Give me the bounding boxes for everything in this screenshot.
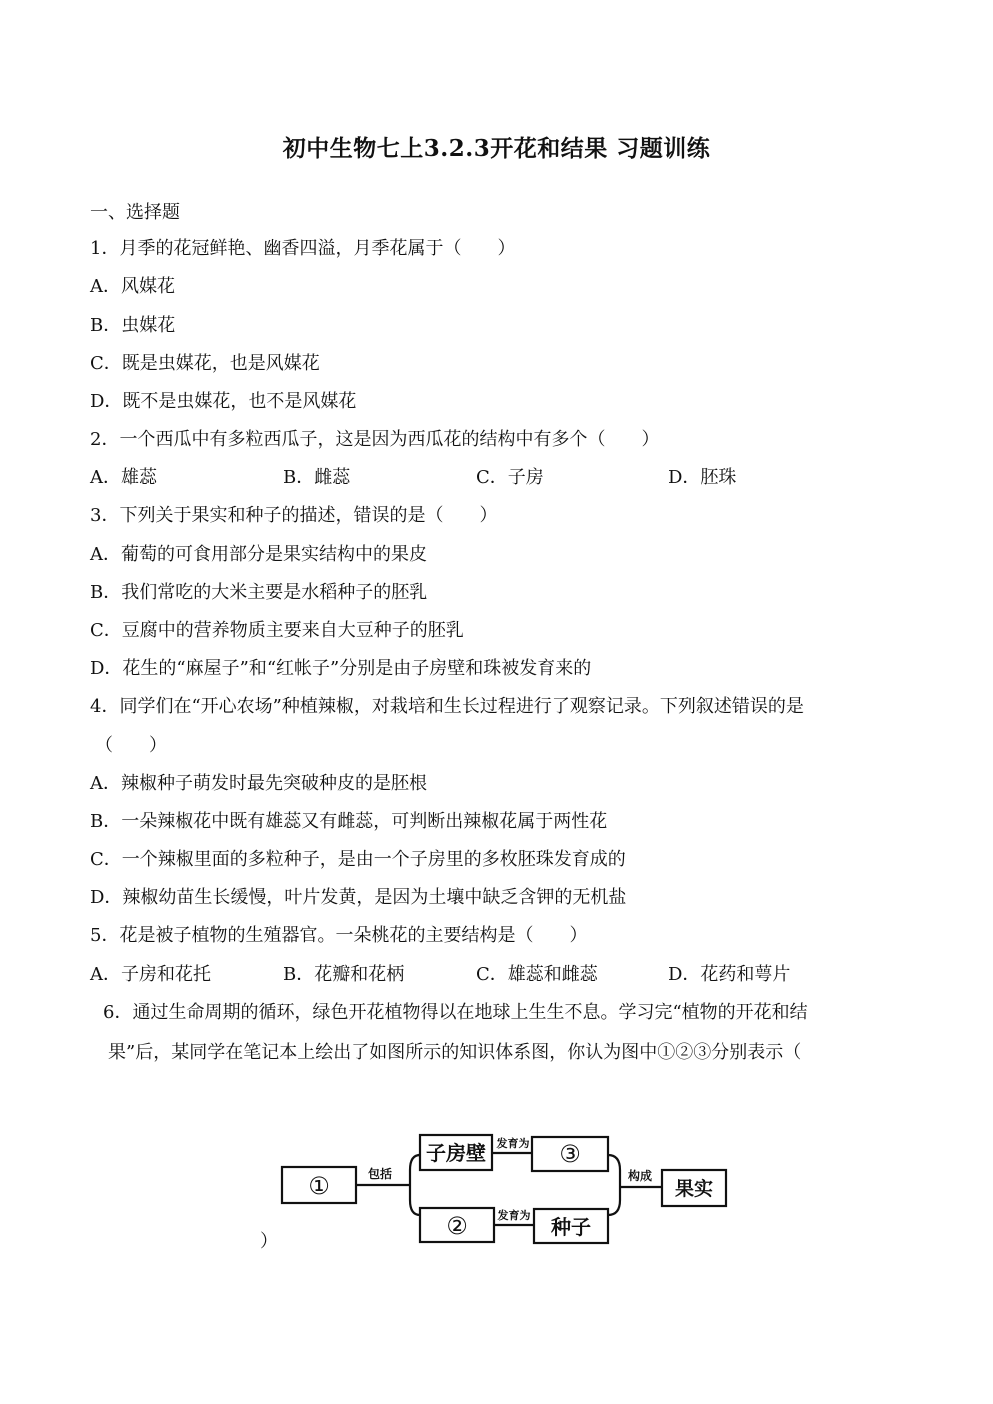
diagram-label-2: ②	[446, 1212, 468, 1240]
question-4-option-d: D．辣椒幼苗生长缓慢，叶片发黄，是因为土壤中缺乏含钾的无机盐	[90, 887, 627, 908]
question-4-stem-line-2: （ ）	[95, 735, 167, 756]
question-5-stem: 5．花是被子植物的生殖器官。一朵桃花的主要结构是（ ）	[90, 925, 588, 946]
question-3-option-d: D．花生的“麻屋子”和“红帐子”分别是由子房壁和珠被发育来的	[90, 658, 592, 679]
diagram-arrow-label-develop-top: 发育为	[496, 1137, 530, 1150]
question-2-option-a: A．雄蕊	[90, 467, 157, 488]
section-heading: 一、选择题	[90, 202, 180, 223]
question-1-option-a: A．风媒花	[90, 276, 175, 297]
diagram-label-seed: 种子	[551, 1215, 591, 1239]
question-2-option-b: B．雌蕊	[283, 467, 351, 488]
question-6-stem-line-1: 6．通过生命周期的循环，绿色开花植物得以在地球上生生不息。学习完“植物的开花和结	[103, 1002, 808, 1023]
question-4-option-c: C．一个辣椒里面的多粒种子，是由一个子房里的多枚胚珠发育成的	[90, 849, 626, 870]
diagram-label-fruit: 果实	[674, 1178, 714, 1200]
diagram-arrow-label-include: 包括	[367, 1167, 393, 1181]
question-5-option-b: B．花瓣和花柄	[283, 964, 405, 985]
question-2-stem: 2．一个西瓜中有多粒西瓜子，这是因为西瓜花的结构中有多个（ ）	[90, 429, 660, 450]
diagram-label-3: ③	[559, 1140, 581, 1168]
diagram-label-ovary-wall: 子房壁	[426, 1141, 486, 1165]
diagram-arrow-label-develop-bottom: 发育为	[497, 1209, 531, 1222]
question-1-option-c: C．既是虫媒花，也是风媒花	[90, 353, 320, 374]
question-3-stem: 3．下列关于果实和种子的描述，错误的是（ ）	[90, 505, 498, 526]
knowledge-diagram	[270, 1125, 740, 1255]
question-3-option-b: B．我们常吃的大米主要是水稻种子的胚乳	[90, 582, 428, 603]
question-3-option-c: C．豆腐中的营养物质主要来自大豆种子的胚乳	[90, 620, 464, 641]
question-5-option-c: C．雄蕊和雌蕊	[476, 964, 598, 985]
question-2-option-d: D．胚珠	[668, 467, 737, 488]
question-5-option-d: D．花药和萼片	[668, 964, 791, 985]
diagram-arrow-label-form: 构成	[627, 1169, 653, 1183]
question-4-stem-line-1: 4．同学们在“开心农场”种植辣椒，对栽培和生长过程进行了观察记录。下列叙述错误的是	[90, 696, 804, 717]
question-4-option-a: A．辣椒种子萌发时最先突破种皮的是胚根	[90, 773, 427, 794]
page-title: 初中生物七上3.2.3开花和结果 习题训练	[282, 135, 711, 162]
question-1-stem: 1．月季的花冠鲜艳、幽香四溢，月季花属于（ ）	[90, 238, 516, 259]
question-3-option-a: A．葡萄的可食用部分是果实结构中的果皮	[90, 544, 427, 565]
question-6-stem-line-2: 果”后，某同学在笔记本上绘出了如图所示的知识体系图，你认为图中①②③分别表示（	[108, 1042, 802, 1063]
question-5-option-a: A．子房和花托	[90, 964, 211, 985]
diagram-label-1: ①	[308, 1172, 330, 1200]
question-1-option-b: B．虫媒花	[90, 315, 176, 336]
question-2-option-c: C．子房	[476, 467, 544, 488]
question-1-option-d: D．既不是虫媒花，也不是风媒花	[90, 391, 357, 412]
question-4-option-b: B．一朵辣椒花中既有雄蕊又有雌蕊，可判断出辣椒花属于两性花	[90, 811, 608, 832]
question-6-stem-end: ）	[260, 1231, 278, 1252]
